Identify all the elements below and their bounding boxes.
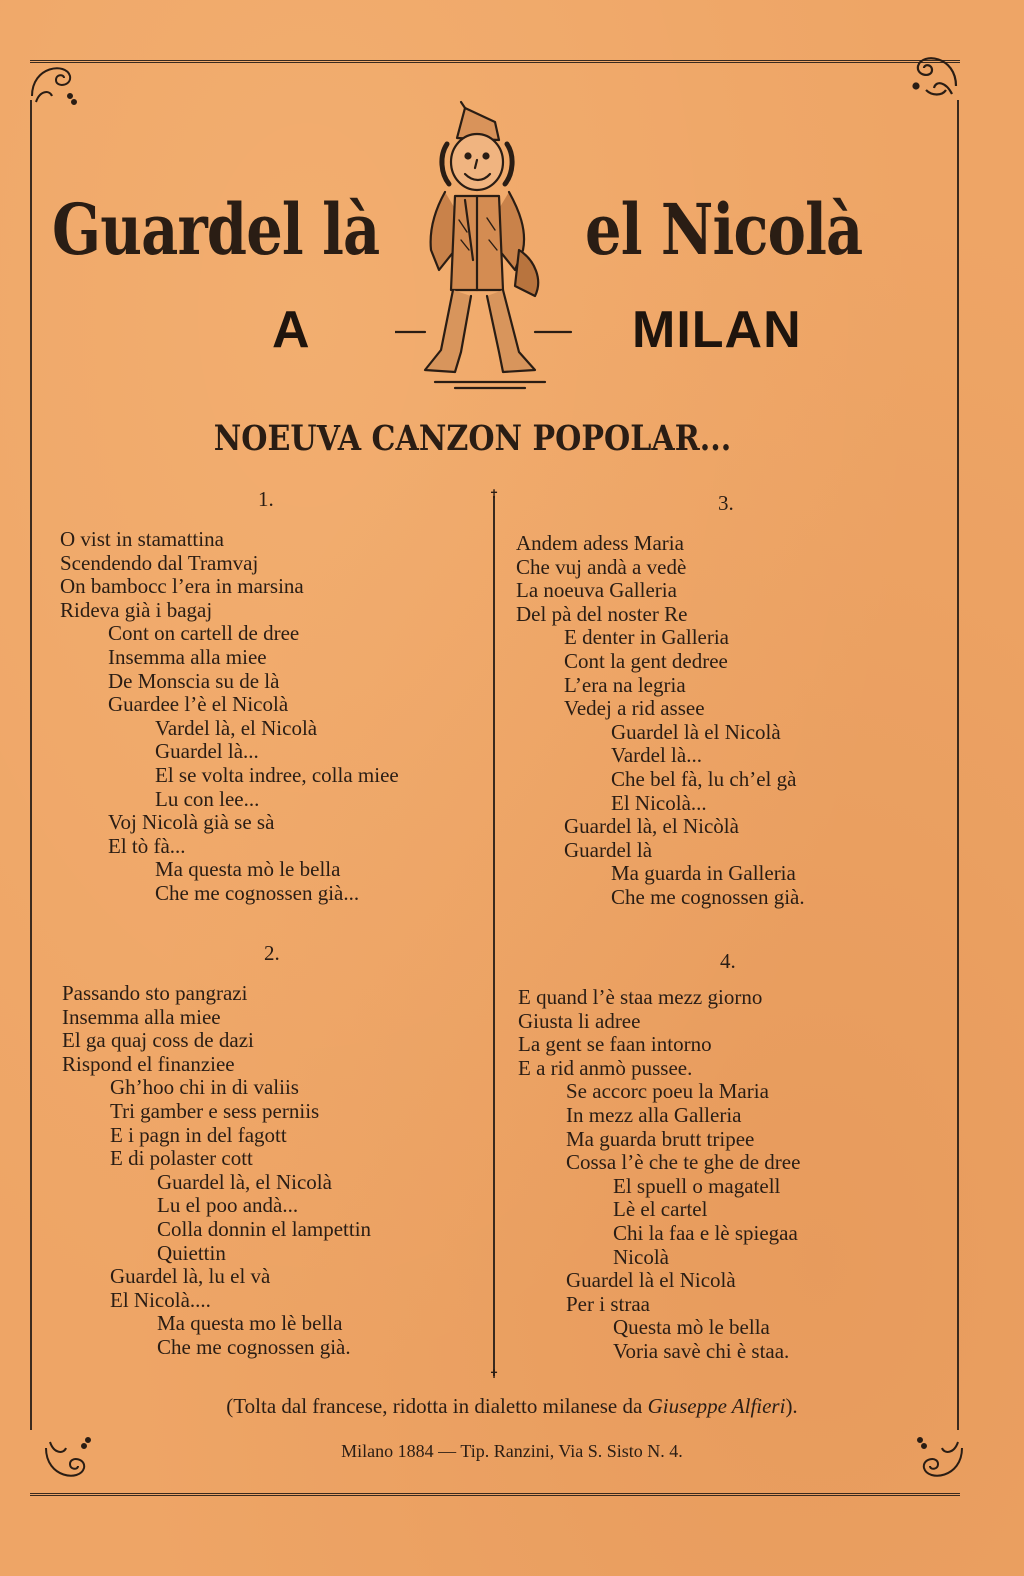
nicola-illustration xyxy=(395,100,575,390)
verse-line: Guardel là, el Nicòlà xyxy=(564,814,739,839)
verse-line: Vardel là... xyxy=(611,743,702,768)
corner-ornament-top-left xyxy=(26,56,82,112)
verse-line: L’era na legria xyxy=(564,672,686,697)
divider-cap-bottom: ✝ xyxy=(488,1367,500,1381)
verse-line: In mezz alla Galleria xyxy=(566,1102,742,1127)
verse-line: Questa mò le bella xyxy=(613,1315,770,1340)
title-left: Guardel là xyxy=(52,188,380,271)
verse-line: El Nicolà.... xyxy=(110,1287,211,1312)
verse-line: Lè el cartel xyxy=(613,1197,708,1222)
verse-line: De Monscia su de là xyxy=(108,668,280,693)
verse-line: Ma questa mò le bella xyxy=(155,857,341,882)
credit-author: Giuseppe Alfieri xyxy=(647,1394,786,1418)
verse-line: El spuell o magatell xyxy=(613,1173,781,1198)
verse-line: Che me cognossen già. xyxy=(611,884,805,909)
translation-credit xyxy=(0,1394,1024,1419)
verse-line: Cont on cartell de dree xyxy=(108,621,300,646)
verse-line: Del pà del noster Re xyxy=(516,601,688,626)
verse-lines xyxy=(60,528,399,906)
verse-line: Guardel là el Nicolà xyxy=(611,719,781,744)
verse-lines xyxy=(62,982,371,1360)
verse-line: El Nicolà... xyxy=(611,790,707,815)
verse-lines xyxy=(518,986,800,1364)
subtitle-milan: MILAN xyxy=(632,301,802,359)
verse-line: Vedej a rid assee xyxy=(564,696,705,721)
verse-line: Lu el poo andà... xyxy=(157,1193,299,1218)
title-right: el Nicolà xyxy=(585,188,863,271)
verse-line: El se volta indree, colla miee xyxy=(155,762,399,787)
verse-number: 1. xyxy=(258,487,274,511)
verse-line: E i pagn in del fagott xyxy=(110,1122,287,1147)
verse-line: Chi la faa e lè spiegaa xyxy=(613,1220,798,1245)
verse-line: Guardel là... xyxy=(155,739,259,764)
verse-line: Passando sto pangrazi xyxy=(62,981,248,1005)
verse-line: Giusta li adree xyxy=(518,1008,641,1033)
verse-line: Rideva già i bagaj xyxy=(60,597,213,622)
credit-suffix: ). xyxy=(785,1394,798,1418)
subtitle-a: A xyxy=(272,301,310,359)
verse-line: Colla donnin el lampettin xyxy=(157,1216,372,1241)
verse-line: Insemma alla miee xyxy=(62,1004,221,1029)
verse-line: Voria savè chi è staa. xyxy=(613,1338,790,1363)
verse-lines xyxy=(516,532,805,910)
verse-line: Guardel là xyxy=(564,837,653,862)
verse-line: Quiettin xyxy=(157,1240,226,1265)
verse-line: La gent se faan intorno xyxy=(518,1032,712,1057)
verse-line: Guardel là, el Nicolà xyxy=(157,1169,332,1194)
verse-line: Guardee l’è el Nicolà xyxy=(108,692,289,717)
verse-line: La noeuva Galleria xyxy=(516,578,677,603)
verse-line: Andem adess Maria xyxy=(516,531,684,555)
border-left-rule xyxy=(30,100,32,1430)
verse-line: Rispond el finanziee xyxy=(62,1051,235,1076)
verse-line: El ga quaj coss de dazi xyxy=(62,1028,254,1053)
verse-line: Che me cognossen già... xyxy=(155,880,360,905)
verse-line: E a rid anmò pussee. xyxy=(518,1055,693,1080)
verse-line: Insemma alla miee xyxy=(108,644,267,669)
verse-line: Che vuj andà a vedè xyxy=(516,554,687,579)
divider-cap-top: ✝ xyxy=(488,487,500,501)
verse-line: Ma guarda in Galleria xyxy=(611,861,796,886)
verse-line: Gh’hoo chi in di valiis xyxy=(110,1075,299,1100)
verse-number: 2. xyxy=(264,941,280,965)
verse-line: Guardel là el Nicolà xyxy=(566,1268,736,1293)
verse-line: Se accorc poeu la Maria xyxy=(566,1079,769,1104)
verse-line: Guardel là, lu el và xyxy=(110,1264,271,1289)
verse-line: E di polaster cott xyxy=(110,1146,253,1171)
printer-imprint: Milano 1884 — Tip. Ranzini, Via S. Sisto N. 4. xyxy=(341,1441,683,1461)
verse-line: Vardel là, el Nicolà xyxy=(155,715,318,740)
verse-number: 4. xyxy=(720,949,736,973)
border-right-rule xyxy=(957,100,959,1430)
verse-line: Per i straa xyxy=(566,1291,650,1316)
column-divider xyxy=(493,496,495,1376)
verse-line: Ma guarda brutt tripee xyxy=(566,1126,755,1151)
verse-line: E quand l’è staa mezz giorno xyxy=(518,985,763,1009)
verse-line: E denter in Galleria xyxy=(564,625,730,650)
verse-line: Cossa l’è che te ghe de dree xyxy=(566,1150,801,1175)
verse-line: Tri gamber e sess perniis xyxy=(110,1098,320,1123)
song-heading: NOEUVA CANZON POPOLAR... xyxy=(213,418,732,459)
credit-prefix: (Tolta dal francese, ridotta in dialetto milanese da xyxy=(226,1394,643,1418)
verse-line: Che me cognossen già. xyxy=(157,1334,351,1359)
verse-line: O vist in stamattina xyxy=(60,527,224,551)
corner-ornament-top-right xyxy=(906,46,962,102)
verse-number: 3. xyxy=(718,491,734,515)
verse-line: Cont la gent dedree xyxy=(564,648,728,673)
verse-line: El tò fà... xyxy=(108,833,186,858)
verse-line: Voj Nicolà già se sà xyxy=(108,810,275,835)
verse-line: Che bel fà, lu ch’el gà xyxy=(611,766,797,791)
verse-line: Lu con lee... xyxy=(155,786,260,811)
verse-line: Scendendo dal Tramvaj xyxy=(60,550,259,575)
verse-line: On bambocc l’era in marsina xyxy=(60,574,304,599)
verse-line: Nicolà xyxy=(613,1244,669,1269)
verse-line: Ma questa mo lè bella xyxy=(157,1311,343,1336)
